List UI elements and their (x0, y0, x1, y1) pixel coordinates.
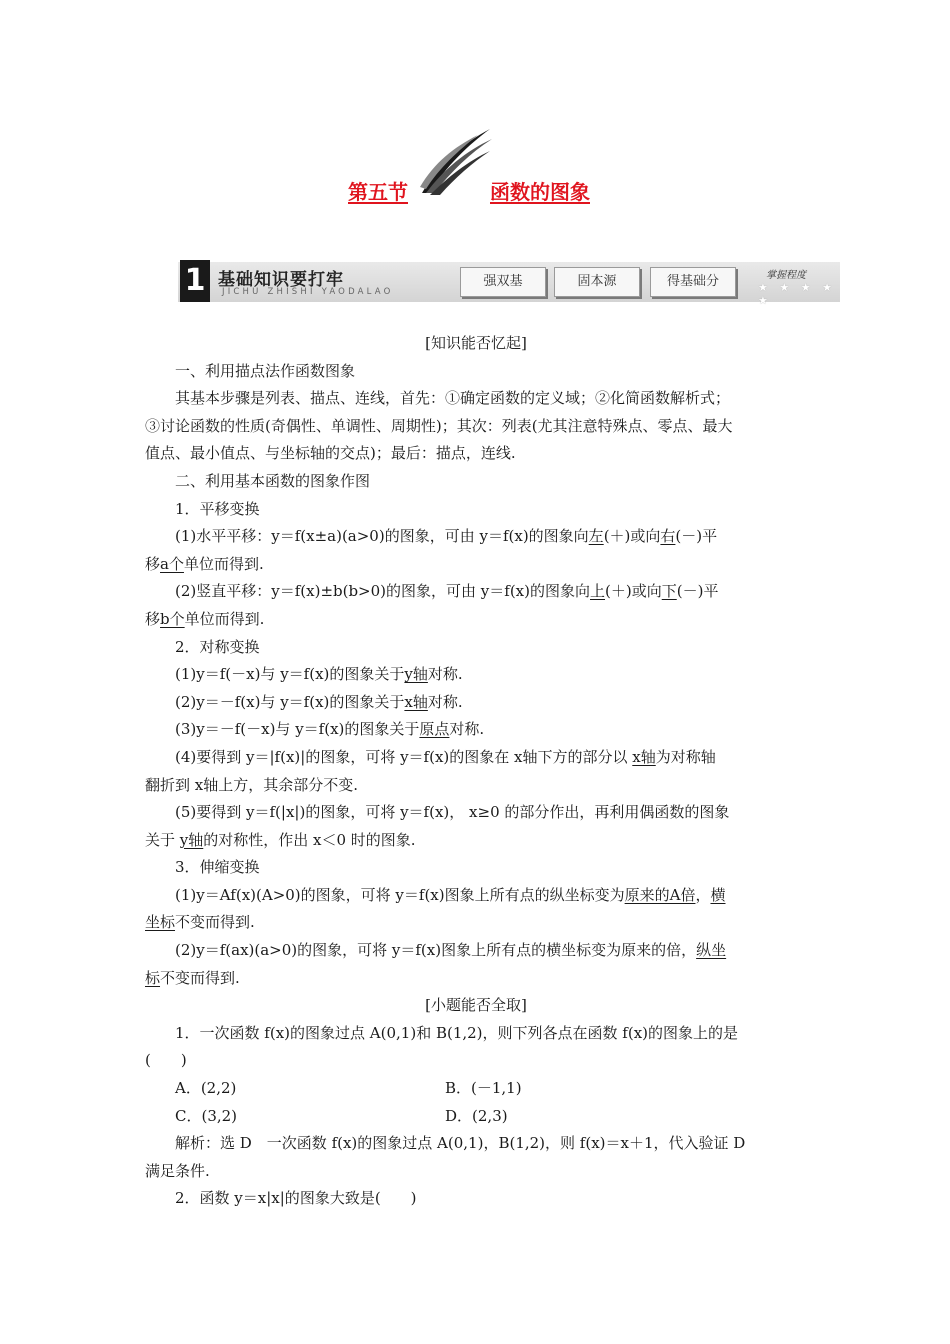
paragraph-line (145, 606, 807, 634)
underlined-answer: 横 (710, 885, 726, 904)
text-run: 的对称性，作出 x＜0 时的图象. (203, 830, 416, 849)
paragraph-line (145, 689, 807, 717)
question-2: 2．函数 y＝x|x|的图象大致是( ) (175, 1189, 417, 1208)
paragraph-line: 值点、最小值点、与坐标轴的交点)；最后：描点，连线. (145, 444, 516, 463)
underlined-answer: a个 (160, 554, 184, 573)
text-run: 关于 (145, 830, 180, 849)
options-row (145, 1075, 807, 1103)
paragraph-line (145, 909, 807, 937)
underlined-answer: b个 (160, 609, 185, 628)
text-run: (2)y＝－f(x)与 y＝f(x)的图象关于 (175, 692, 405, 711)
underlined-answer: x轴 (404, 692, 428, 711)
option-c: C．(3,2) (175, 1106, 238, 1125)
paragraph-line: (5)要得到 y＝f(|x|)的图象，可将 y＝f(x)， x≥0 的部分作出，再利用偶函数的图象 (175, 803, 730, 822)
text-run: (2)y＝f(ax)(a>0)的图象，可将 y＝f(x)图象上所有点的横坐标变为原来的倍， (175, 941, 697, 960)
text-run: 单位而得到. (184, 609, 265, 628)
text-run: (－)平 (675, 527, 718, 546)
subsection-symmetry: 2．对称变换 (175, 637, 260, 656)
text-run: 不变而得到. (160, 968, 240, 987)
tag-button-2: 固本源 (554, 267, 640, 297)
text-run: (1)y＝Af(x)(A>0)的图象，可将 y＝f(x)图象上所有点的纵坐标变为 (175, 885, 625, 904)
option-d: D．(2,3) (445, 1106, 508, 1125)
subsection-translation: 1．平移变换 (175, 499, 260, 518)
text-run: 单位而得到. (183, 554, 264, 573)
heading-knowledge: [知识能否忆起] (425, 334, 527, 352)
paragraph-line (145, 523, 807, 551)
solution-line: 解析：选 D 一次函数 f(x)的图象过点 A(0,1)，B(1,2)，则 f(x)＝x＋1，代入验证 D (175, 1134, 746, 1153)
text-run: 移 (145, 609, 161, 628)
underlined-answer: 下 (661, 582, 677, 601)
text-run: 对称. (449, 720, 485, 739)
paragraph-line (145, 661, 807, 689)
text-run: (4)要得到 y＝|f(x)|的图象，可将 y＝f(x)的图象在 x轴下方的部分以 (175, 747, 633, 766)
section2-title: 二、利用基本函数的图象作图 (175, 471, 371, 490)
text-run: (1)水平平移：y＝f(x±a)(a>0)的图象，可由 y＝f(x)的图象向 (175, 527, 589, 546)
underlined-answer: 纵坐 (696, 941, 727, 960)
banner-number: 1 (180, 260, 210, 302)
mastery-indicator (758, 266, 838, 307)
title-row (0, 172, 950, 212)
banner-title: 基础知识要打牢 (218, 270, 344, 290)
mastery-stars-icon: ★ ★ ★ ★ ★ (758, 281, 836, 307)
text-run: 对称. (427, 665, 463, 684)
underlined-answer: y轴 (404, 665, 428, 684)
paragraph-line: 其基本步骤是列表、描点、连线，首先：①确定函数的定义域；②化简函数解析式； (175, 389, 731, 408)
heading-exercises: [小题能否全取] (425, 996, 527, 1015)
paragraph-line (145, 578, 807, 606)
tag-button-1: 强双基 (460, 267, 546, 297)
paragraph-line (145, 937, 807, 965)
underlined-answer: 右 (660, 527, 676, 546)
text-run: ， (695, 885, 711, 904)
paragraph-line (145, 827, 807, 855)
paragraph-line (145, 882, 807, 910)
option-b: B．(－1,1) (445, 1079, 522, 1098)
text-run: (＋)或向 (605, 582, 662, 601)
tag-button-3: 得基础分 (650, 267, 736, 297)
underlined-answer: 原来的A倍 (624, 885, 696, 904)
subsection-scaling: 3．伸缩变换 (175, 858, 260, 877)
text-run: (3)y＝－f(－x)与 y＝f(x)的图象关于 (175, 720, 420, 739)
section-banner (178, 262, 840, 307)
question-1-blank: ( ) (145, 1051, 187, 1070)
text-run: 为对称轴 (655, 747, 716, 766)
text-run: 移 (145, 554, 161, 573)
underlined-answer: x轴 (632, 747, 656, 766)
solution-line: 满足条件. (145, 1161, 210, 1180)
text-run: 对称. (427, 692, 463, 711)
underlined-answer: 标 (145, 968, 161, 987)
paragraph-line (145, 716, 807, 744)
text-run: (2)竖直平移：y＝f(x)±b(b>0)的图象，可由 y＝f(x)的图象向 (175, 582, 590, 601)
paragraph-line (145, 551, 807, 579)
underlined-answer: 原点 (419, 720, 450, 739)
text-run: (＋)或向 (603, 527, 661, 546)
section1-title: 一、利用描点法作函数图象 (175, 361, 356, 380)
text-run: (1)y＝f(－x)与 y＝f(x)的图象关于 (175, 665, 405, 684)
text-run: 不变而得到. (175, 913, 255, 932)
mastery-label: 掌握程度 (766, 270, 806, 281)
underlined-answer: 上 (590, 582, 606, 601)
underlined-answer: y轴 (179, 830, 204, 849)
underlined-answer: 坐标 (145, 913, 176, 932)
text-run: (－)平 (676, 582, 719, 601)
banner-subtitle: JICHU ZHISHI YAODALAO (222, 287, 394, 297)
paragraph-line (145, 744, 807, 772)
main-content (145, 330, 807, 1213)
underlined-answer: 左 (588, 527, 604, 546)
paragraph-line (145, 965, 807, 993)
topic-title: 函数的图象 (490, 180, 590, 204)
paragraph-line: ③讨论函数的性质(奇偶性、单调性、周期性)；其次：列表(尤其注意特殊点、零点、最大 (145, 416, 733, 435)
question-1: 1．一次函数 f(x)的图象过点 A(0,1)和 B(1,2)，则下列各点在函数 f(x)的图象上的是 (175, 1023, 739, 1042)
option-a: A．(2,2) (175, 1079, 237, 1098)
paragraph-line: 翻折到 x轴上方，其余部分不变. (145, 775, 358, 794)
options-row (145, 1103, 807, 1131)
section-title: 第五节 (348, 180, 408, 204)
